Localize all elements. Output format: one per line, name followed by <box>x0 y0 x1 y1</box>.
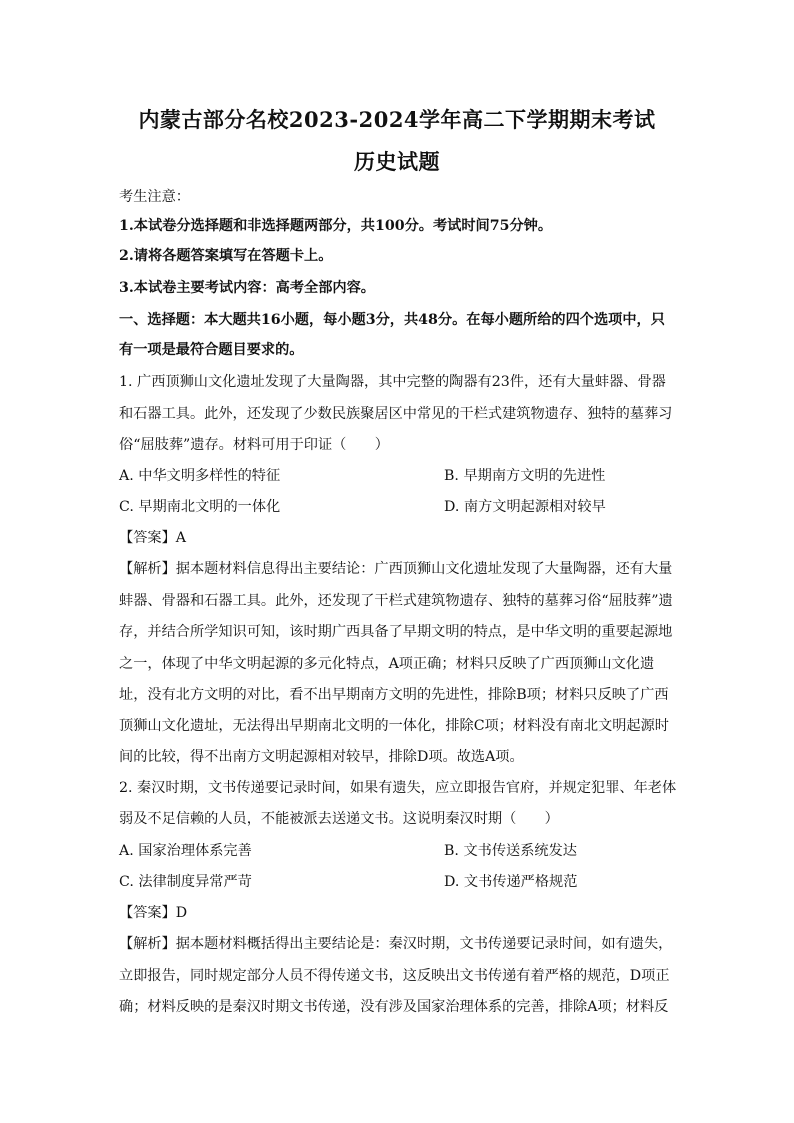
question-1-option-c: C. 早期南北文明的一体化 <box>119 499 281 515</box>
question-1-option-b: B. 早期南方文明的先进性 <box>444 468 606 484</box>
notice-item: 2.请将各题答案填写在答题卡上。 <box>119 248 333 264</box>
question-1-answer: 【答案】A <box>119 530 186 546</box>
document-subtitle: 历史试题 <box>354 149 440 174</box>
section-heading: 一、选择题：本大题共16小题，每小题3分，共48分。在每小题所给的四个选项中，只 <box>119 312 665 328</box>
question-1-stem: 俗“屈肢葬”遗存。材料可用于印证（ ） <box>119 437 389 453</box>
question-1-analysis: 顶狮山文化遗址，无法得出早期南北文明的一体化，排除C项；材料没有南北文明起源时 <box>119 718 669 734</box>
question-1-analysis: 蚌器、骨器和石器工具。此外，还发现了干栏式建筑物遗存、独特的墓葬习俗“屈肢葬”遗 <box>119 593 673 609</box>
question-1-stem: 和石器工具。此外，还发现了少数民族聚居区中常见的干栏式建筑物遗存、独特的墓葬习 <box>119 406 673 422</box>
section-heading-continued: 有一项是最符合题目要求的。 <box>119 342 304 358</box>
question-1-analysis: 址，没有北方文明的对比，看不出早期南方文明的先进性，排除B项；材料只反映了广西 <box>119 687 669 703</box>
question-2-analysis: 立即报告，同时规定部分人员不得传递文书，这反映出文书传递有着严格的规范，D项正 <box>119 968 670 984</box>
question-2-stem: 弱及不足信赖的人员，不能被派去送递文书。这说明秦汉时期（ ） <box>119 811 559 827</box>
question-1-analysis: 间的比较，得不出南方文明起源相对较早，排除D项。故选A项。 <box>119 749 524 765</box>
question-2-analysis: 确；材料反映的是秦汉时期文书传递，没有涉及国家治理体系的完善，排除A项；材料反 <box>119 999 669 1015</box>
question-2-stem: 2. 秦汉时期，文书传递要记录时间，如果有遗失，应立即报告官府，并规定犯罪、年老体 <box>119 780 677 796</box>
question-2-option-b: B. 文书传送系统发达 <box>444 843 577 859</box>
question-2-analysis: 【解析】据本题材料概括得出主要结论是：秦汉时期，文书传递要记录时间，如有遗失， <box>119 936 673 952</box>
question-1-analysis: 之一，体现了中华文明起源的多元化特点，A项正确；材料只反映了广西顶狮山文化遗 <box>119 656 655 672</box>
question-1-option-a: A. 中华文明多样性的特征 <box>119 468 281 484</box>
question-2-option-c: C. 法律制度异常严苛 <box>119 874 252 890</box>
question-1-option-d: D. 南方文明起源相对较早 <box>444 499 606 515</box>
document-title: 内蒙古部分名校2023-2024学年高二下学期期末考试 <box>138 107 656 132</box>
question-1-analysis: 存，并结合所学知识可知，该时期广西具备了早期文明的特点，是中华文明的重要起源地 <box>119 624 673 640</box>
question-1-analysis: 【解析】据本题材料信息得出主要结论：广西顶狮山文化遗址发现了大量陶器，还有大量 <box>119 561 673 577</box>
notice-item: 1.本试卷分选择题和非选择题两部分，共100分。考试时间75分钟。 <box>119 218 553 234</box>
question-2-option-a: A. 国家治理体系完善 <box>119 843 252 859</box>
question-2-answer: 【答案】D <box>119 905 188 921</box>
question-2-option-d: D. 文书传递严格规范 <box>444 874 578 890</box>
question-1-stem: 1. 广西顶狮山文化遗址发现了大量陶器，其中完整的陶器有23件，还有大量蚌器、骨器 <box>119 374 666 390</box>
notice-item: 3.本试卷主要考试内容：高考全部内容。 <box>119 280 375 296</box>
notice-heading: 考生注意： <box>119 189 190 205</box>
